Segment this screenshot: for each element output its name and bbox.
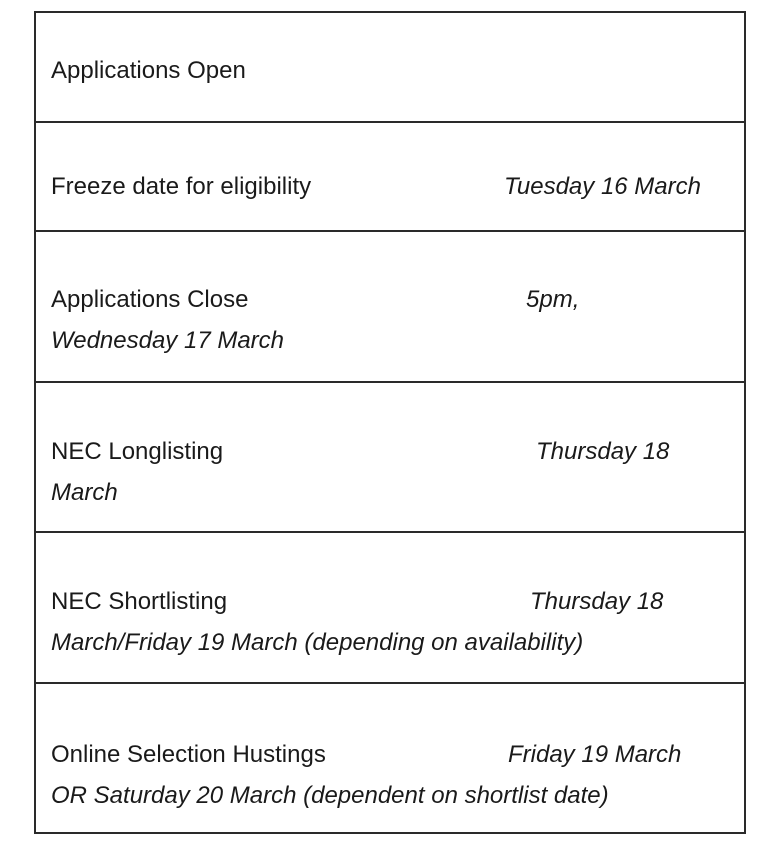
table-row-applications-open <box>36 13 744 123</box>
table-row-applications-close <box>36 230 744 383</box>
table-row-online-selection-hustings <box>36 682 744 834</box>
table-row-nec-longlisting <box>36 381 744 533</box>
event-date: Thursday 18 <box>536 438 670 465</box>
event-label: NEC Longlisting <box>51 438 224 465</box>
event-label: Online Selection Hustings <box>51 741 326 768</box>
event-label: Freeze date for eligibility <box>51 173 312 200</box>
event-label: NEC Shortlisting <box>51 588 228 615</box>
event-date: 5pm, <box>526 286 580 313</box>
timeline-table <box>34 11 746 834</box>
event-date-continued: March/Friday 19 March (depending on availability) <box>51 629 584 656</box>
event-date: Thursday 18 <box>530 588 664 615</box>
event-date-continued: March <box>51 479 118 506</box>
table-row-freeze-date <box>36 121 744 232</box>
event-label: Applications Open <box>51 57 246 84</box>
event-label: Applications Close <box>51 286 249 313</box>
event-date-continued: Wednesday 17 March <box>51 327 285 354</box>
table-row-nec-shortlisting <box>36 531 744 684</box>
event-date: Friday 19 March <box>508 741 682 768</box>
event-date: Tuesday 16 March <box>504 173 701 200</box>
event-date-continued: OR Saturday 20 March (dependent on shortlist date) <box>51 782 609 809</box>
